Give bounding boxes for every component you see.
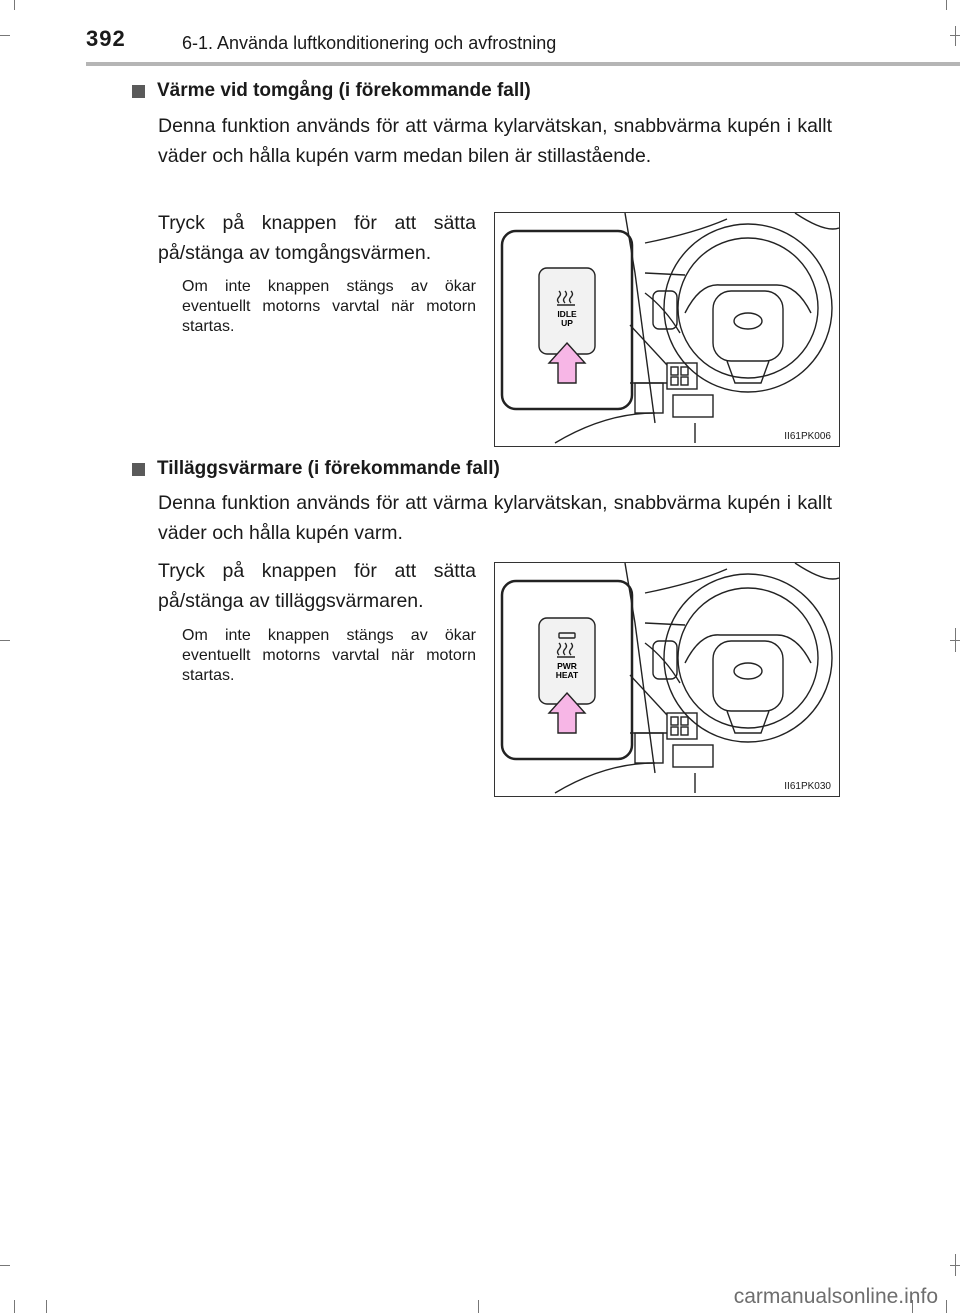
page-number: 392 [86,26,126,51]
button-label-line2: UP [561,318,573,328]
figure-id: II61PK006 [784,431,831,442]
figure-pwr-heat-button [494,562,840,797]
crop-mark [0,640,10,641]
crop-mark [955,628,956,652]
crop-mark [946,0,947,10]
section-title-text: Värme vid tomgång (i förekommande fall) [157,80,531,101]
note-text: Om inte knappen stängs av ökar eventuellt motorns varvtal när motorn startas. [182,278,476,335]
instruction-text: Tryck på knappen för att sätta på/stänga av tilläggsvärmaren. [158,560,476,612]
crop-mark [0,35,10,36]
crop-mark [14,0,15,10]
crop-mark [955,26,956,46]
section-title-idle-heater [132,80,531,102]
square-bullet-icon [132,85,145,98]
section-body: Denna funktion används för att värma kylarvätskan, snabbvärma kupén i kallt väder och hålla kupén varm. [158,492,832,544]
dashboard-illustration [495,563,839,796]
crop-mark [14,1300,15,1313]
instruction-text: Tryck på knappen för att sätta på/stänga av tomgångsvärmen. [158,212,476,264]
note-text: Om inte knappen stängs av ökar eventuellt motorns varvtal när motorn startas. [182,627,476,684]
button-label-line2: HEAT [555,670,579,680]
button-label-line1: IDLE [557,309,577,319]
section-title-power-heater [132,458,500,480]
dashboard-illustration [495,213,839,446]
crop-mark [946,1300,947,1313]
crop-mark [955,1254,956,1276]
square-bullet-icon [132,463,145,476]
header-rule [86,62,960,66]
chapter-title: 6-1. Använda luftkonditionering och avfrostning [182,33,557,53]
watermark: carmanualsonline.info [733,1285,938,1308]
crop-mark [46,1300,47,1313]
section-title-text: Tilläggsvärmare (i förekommande fall) [157,458,500,479]
button-label-line1: PWR [557,661,577,671]
crop-mark [478,1300,479,1313]
figure-idle-up-button [494,212,840,447]
crop-mark [0,1265,10,1266]
section-body: Denna funktion används för att värma kylarvätskan, snabbvärma kupén i kallt väder och hålla kupén varm medan bilen är stillastående. [158,115,832,167]
figure-id: II61PK030 [784,781,831,792]
